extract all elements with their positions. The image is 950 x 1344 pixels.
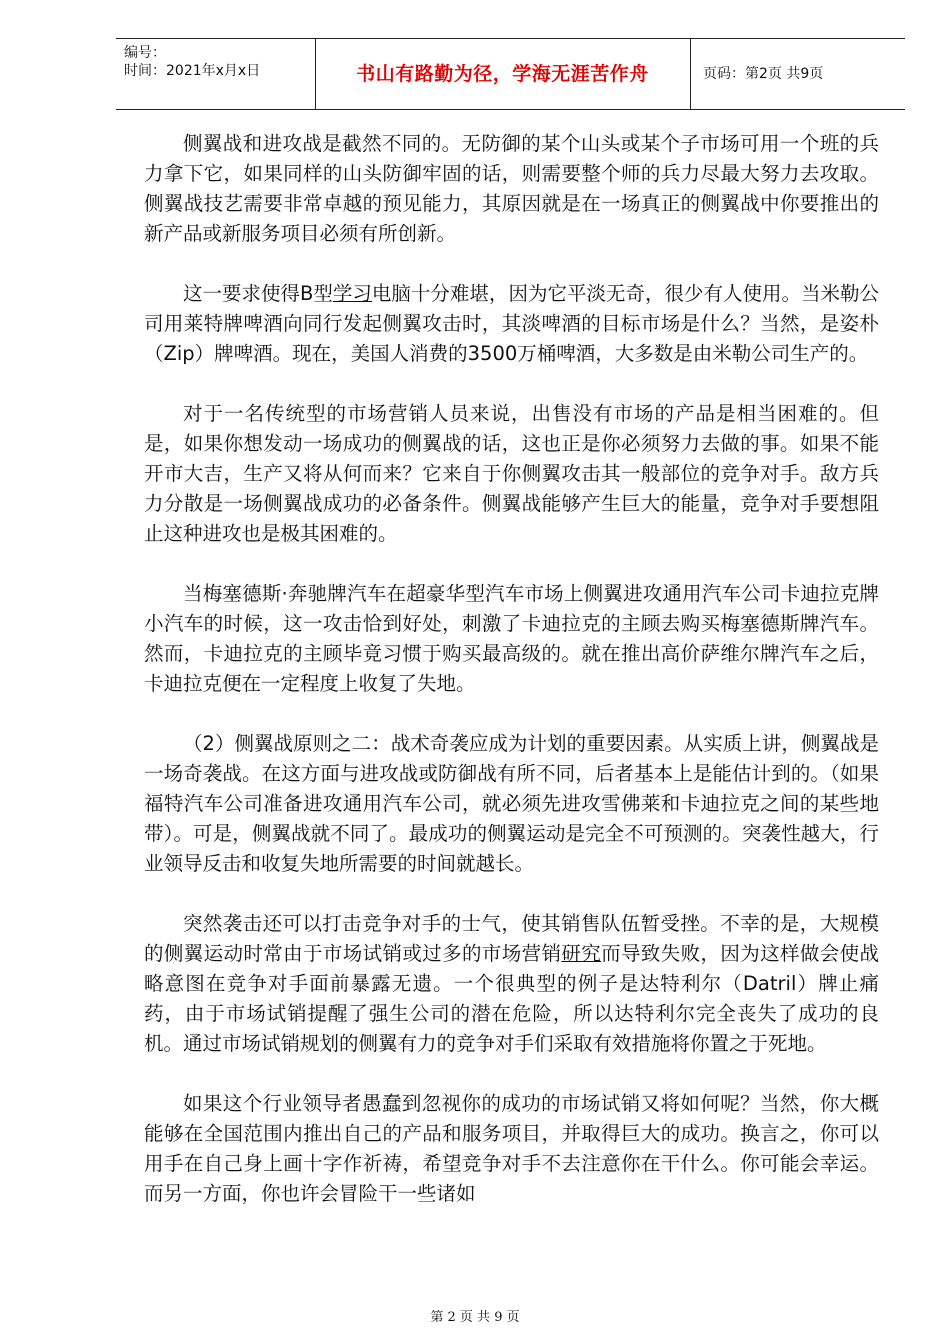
paragraph-2: [144, 279, 879, 369]
paragraph-3: 对于一名传统型的市场营销人员来说，出售没有市场的产品是相当困难的。但是，如果你想发动一场成功的侧翼战的话，这也正是你必须努力去做的事。如果不能开市大吉，生产又将从何而来？它来自于你侧翼攻击其一般部位的竞争对手。敌方兵力分散是一场侧翼战成功的必备条件。侧翼战能够产生巨大的能量，竞争对手要想阻止这种进攻也是极其困难的。: [144, 402, 879, 545]
paragraph-6-after: 而导致失败，因为这样做会使战略意图在竞争对手面前暴露无遗。一个很典型的例子是达特利尔（Datril）牌止痛药，由于市场试销提醒了强生公司的潜在危险，所以达特利尔完全丧失了成功的良机。通过市场试销规划的侧翼有力的竞争对手们采取有效措施将你置之于死地。: [144, 942, 879, 1055]
paragraph-4: 当梅塞德斯·奔驰牌汽车在超豪华型汽车市场上侧翼进攻通用汽车公司卡迪拉克牌小汽车的时候，这一攻击恰到好处，刺激了卡迪拉克的主顾去购买梅塞德斯牌汽车。然而，卡迪拉克的主顾毕竟习惯于购买最高级的。就在推出高价萨维尔牌汽车之后，卡迪拉克便在一定程度上收复了失地。: [144, 582, 879, 695]
paragraph-6-before: 突然袭击还可以打击竞争对手的士气，使其销售队伍暂受挫。不幸的是，大规模的侧翼运动时常由于市场试销或过多的市场营销: [144, 912, 879, 965]
paragraph-1: 侧翼战和进攻战是截然不同的。无防御的某个山头或某个子市场可用一个班的兵力拿下它，如果同样的山头防御牢固的话，则需要整个师的兵力尽最大努力去攻取。侧翼战技艺需要非常卓越的预见能力，其原因就是在一场真正的侧翼战中你要推出的新产品或新服务项目必须有所创新。: [144, 132, 879, 245]
header-motto: 书山有路勤为径，学海无涯苦作舟: [315, 39, 691, 109]
paragraph-2-after: 电脑十分难堪，因为它平淡无奇，很少有人使用。当米勒公司用莱特牌啤酒向同行发起侧翼攻击时，其淡啤酒的目标市场是什么？当然，是姿朴（Zip）牌啤酒。现在，美国人消费的3500万桶啤酒，大多数是由米勒公司生产的。: [144, 282, 879, 365]
time-label: 时间：2021年x月x日: [124, 63, 261, 79]
page-header: [116, 38, 905, 110]
page-footer: 第 2 页 共 9 页: [430, 1310, 520, 1325]
paragraph-2-before: 这一要求使得B型: [183, 282, 333, 305]
header-meta: [116, 39, 316, 109]
link-study[interactable]: 学习: [332, 282, 372, 305]
number-label: 编号：: [124, 45, 166, 61]
paragraph-7: 如果这个行业领导者愚蠢到忽视你的成功的市场试销又将如何呢？当然，你大概能够在全国范围内推出自己的产品和服务项目，并取得巨大的成功。换言之，你可以用手在自己身上画十字作祈祷，希望竞争对手不去注意你在干什么。你可能会幸运。而另一方面，你也许会冒险干一些诸如: [144, 1092, 879, 1205]
paragraph-5: （2）侧翼战原则之二：战术奇袭应成为计划的重要因素。从实质上讲，侧翼战是一场奇袭战。在这方面与进攻战或防御战有所不同，后者基本上是能估计到的。（如果福特汽车公司准备进攻通用汽车公司，就必须先进攻雪佛莱和卡迪拉克之间的某些地带）。可是，侧翼战就不同了。最成功的侧翼运动是完全不可预测的。突袭性越大，行业领导反击和收复失地所需要的时间就越长。: [144, 732, 879, 875]
link-research[interactable]: 研究: [561, 942, 602, 965]
paragraph-6: [144, 909, 879, 1059]
document-body: [144, 129, 879, 1239]
header-page-label: 页码：第2页 共9页: [703, 66, 824, 82]
